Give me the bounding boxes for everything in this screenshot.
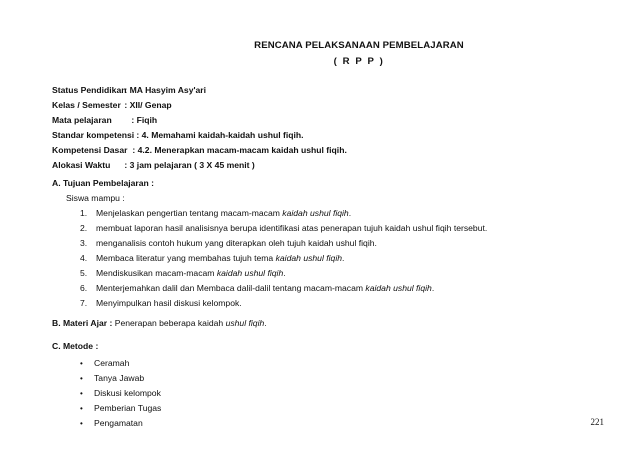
objective-number: 7. bbox=[80, 298, 88, 308]
method-label: Ceramah bbox=[94, 358, 130, 368]
objective-italic: kaidah ushul fiqih bbox=[216, 268, 284, 278]
objective-text: Menjelaskan pengertian tentang macam-macam bbox=[96, 208, 283, 218]
objective-text: Membaca literatur yang membahas tujuh tema bbox=[96, 253, 276, 263]
section-b-text: Penerapan beberapa kaidah bbox=[114, 318, 226, 328]
identity-row bbox=[52, 100, 172, 110]
objective-suffix: . bbox=[348, 208, 352, 218]
section-b-heading: B. Materi Ajar : bbox=[52, 318, 113, 328]
objective-number: 2. bbox=[80, 223, 88, 233]
identity-row bbox=[52, 130, 304, 140]
identity-value: : 4. Memahami kaidah-kaidah ushul fiqih. bbox=[136, 130, 304, 140]
identity-value: : MA Hasyim Asy'ari bbox=[124, 85, 207, 95]
identity-value: : Fiqih bbox=[131, 115, 158, 125]
identity-label: Standar kompetensi bbox=[52, 130, 135, 140]
objective-item bbox=[80, 208, 351, 218]
identity-value: : 4.2. Menerapkan macam-macam kaidah ushul fiqih. bbox=[132, 145, 347, 155]
objective-italic: kaidah ushul fiqih bbox=[365, 283, 432, 293]
method-item bbox=[80, 418, 143, 428]
section-a-intro: Siswa mampu : bbox=[66, 193, 125, 203]
bullet-icon: • bbox=[80, 389, 83, 398]
bullet-icon: • bbox=[80, 374, 83, 383]
objective-number: 5. bbox=[80, 268, 88, 278]
objective-number: 4. bbox=[80, 253, 88, 263]
method-label: Pemberian Tugas bbox=[94, 403, 162, 413]
identity-row bbox=[52, 85, 206, 95]
method-item bbox=[80, 388, 161, 398]
identity-row bbox=[52, 115, 157, 125]
objective-number: 1. bbox=[80, 208, 88, 218]
objective-item bbox=[80, 268, 286, 278]
section-b bbox=[52, 318, 267, 328]
objective-item bbox=[80, 298, 242, 308]
section-c-heading: C. Metode : bbox=[52, 341, 99, 351]
document-subtitle: ( R P P ) bbox=[333, 56, 385, 67]
identity-row bbox=[52, 160, 255, 170]
objective-number: 3. bbox=[80, 238, 88, 248]
identity-row bbox=[52, 145, 347, 155]
bullet-icon: • bbox=[80, 404, 83, 413]
objective-suffix: . bbox=[342, 253, 345, 263]
section-b-italic: ushul fiqih bbox=[225, 318, 265, 328]
identity-value: : 3 jam pelajaran ( 3 X 45 menit ) bbox=[124, 160, 255, 170]
objective-text: membuat laporan hasil analisisnya berupa identifikasi atas penerapan tujuh kaidah ushul fiqih tersebut. bbox=[96, 223, 488, 233]
method-label: Diskusi kelompok bbox=[94, 388, 161, 398]
bullet-icon: • bbox=[80, 359, 83, 368]
identity-label: Kelas / Semester bbox=[52, 100, 121, 110]
objective-item bbox=[80, 253, 344, 263]
method-item bbox=[80, 373, 144, 383]
objective-item bbox=[80, 238, 377, 248]
objective-item bbox=[80, 283, 434, 293]
section-a-heading: A. Tujuan Pembelajaran : bbox=[52, 178, 155, 188]
identity-value: : XII/ Genap bbox=[124, 100, 172, 110]
identity-label: Status Pendidikan bbox=[52, 85, 127, 95]
objective-italic: kaidah ushul fiqih bbox=[275, 253, 343, 263]
method-item bbox=[80, 403, 161, 413]
document-title: RENCANA PELAKSANAAN PEMBELAJARAN bbox=[254, 40, 464, 51]
objective-text: menganalisis contoh hukum yang diterapkan oleh tujuh kaidah ushul fiqih. bbox=[96, 238, 377, 248]
objective-text: Menyimpulkan hasil diskusi kelompok. bbox=[96, 298, 242, 308]
page-number: 221 bbox=[590, 417, 604, 427]
objective-text: Mendiskusikan macam-macam bbox=[96, 268, 217, 278]
method-label: Pengamatan bbox=[94, 418, 143, 428]
bullet-icon: • bbox=[80, 419, 83, 428]
objective-italic: kaidah ushul fiqih bbox=[282, 208, 349, 218]
identity-label: Alokasi Waktu bbox=[52, 160, 111, 170]
identity-label: Mata pelajaran bbox=[52, 115, 112, 125]
objective-suffix: . bbox=[283, 268, 286, 278]
identity-label: Kompetensi Dasar bbox=[52, 145, 128, 155]
method-label: Tanya Jawab bbox=[94, 373, 145, 383]
objective-number: 6. bbox=[80, 283, 88, 293]
method-item bbox=[80, 358, 129, 368]
objective-item bbox=[80, 223, 487, 233]
objective-text: Menterjemahkan dalil dan Membaca dalil-dalil tentang macam-macam bbox=[96, 283, 366, 293]
objective-suffix: . bbox=[431, 283, 435, 293]
section-b-suffix: . bbox=[264, 318, 267, 328]
